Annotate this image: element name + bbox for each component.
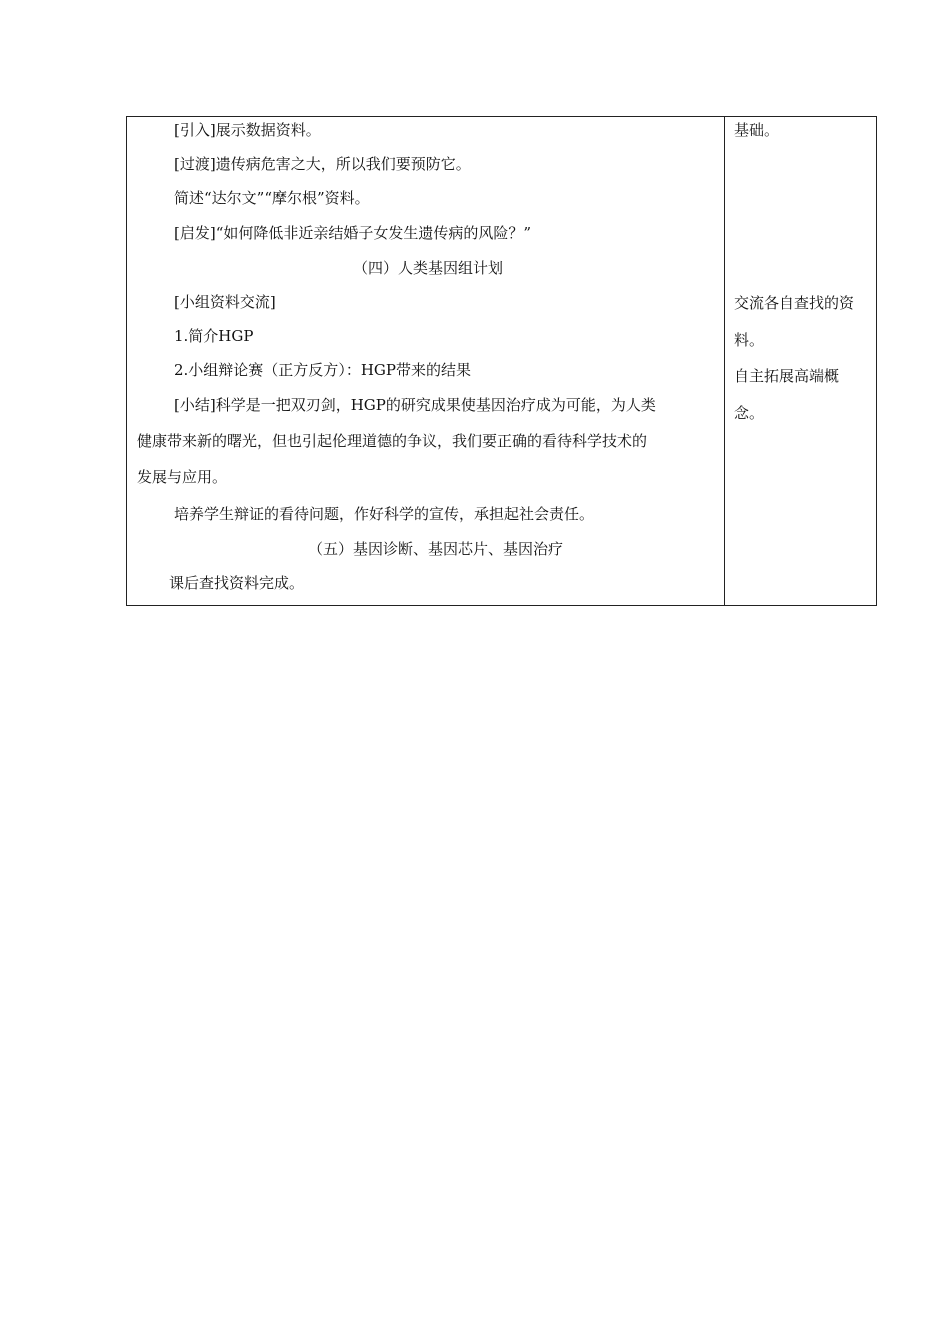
conclusion-line-2: 健康带来新的曙光，但也引起伦理道德的争议，我们要正确的看待科学技术的 — [137, 432, 648, 450]
debate-line: 2.小组辩论赛（正方反方）：HGP带来的结果 — [174, 361, 471, 379]
conclusion-line-1: [小结]科学是一把双刃剑，HGP的研究成果使基因治疗成为可能，为人类 — [174, 396, 656, 414]
transition-line: [过渡]遗传病危害之大，所以我们要预防它。 — [174, 155, 471, 173]
lesson-plan-table — [126, 116, 877, 606]
side-line-extend-2: 念。 — [734, 404, 765, 422]
section-heading-four: （四）人类基因组计划 — [353, 259, 504, 277]
student-activity-cell — [725, 117, 877, 605]
side-line-exchange-1: 交流各自查找的资 — [734, 294, 855, 312]
homework-line: 课后查找资料完成。 — [169, 574, 305, 592]
hgp-intro-line: 1.简介HGP — [174, 327, 254, 345]
conclusion-line-3: 发展与应用。 — [137, 468, 228, 486]
side-line-foundation: 基础。 — [734, 121, 780, 139]
intro-line: [引入]展示数据资料。 — [174, 121, 321, 139]
teacher-activity-cell — [127, 117, 724, 605]
cultivation-goal-line: 培养学生辩证的看待问题，作好科学的宣传，承担起社会责任。 — [174, 505, 595, 523]
group-exchange-line: [小组资料交流] — [174, 293, 276, 311]
summary-darwin-morgan-line: 简述“达尔文”“摩尔根”资料。 — [174, 189, 370, 207]
inspiration-question-line: [启发]“如何降低非近亲结婚子女发生遗传病的风险？” — [174, 224, 532, 242]
section-heading-five: （五）基因诊断、基因芯片、基因治疗 — [308, 540, 564, 558]
side-line-extend-1: 自主拓展高端概 — [734, 367, 840, 385]
side-line-exchange-2: 料。 — [734, 331, 765, 349]
